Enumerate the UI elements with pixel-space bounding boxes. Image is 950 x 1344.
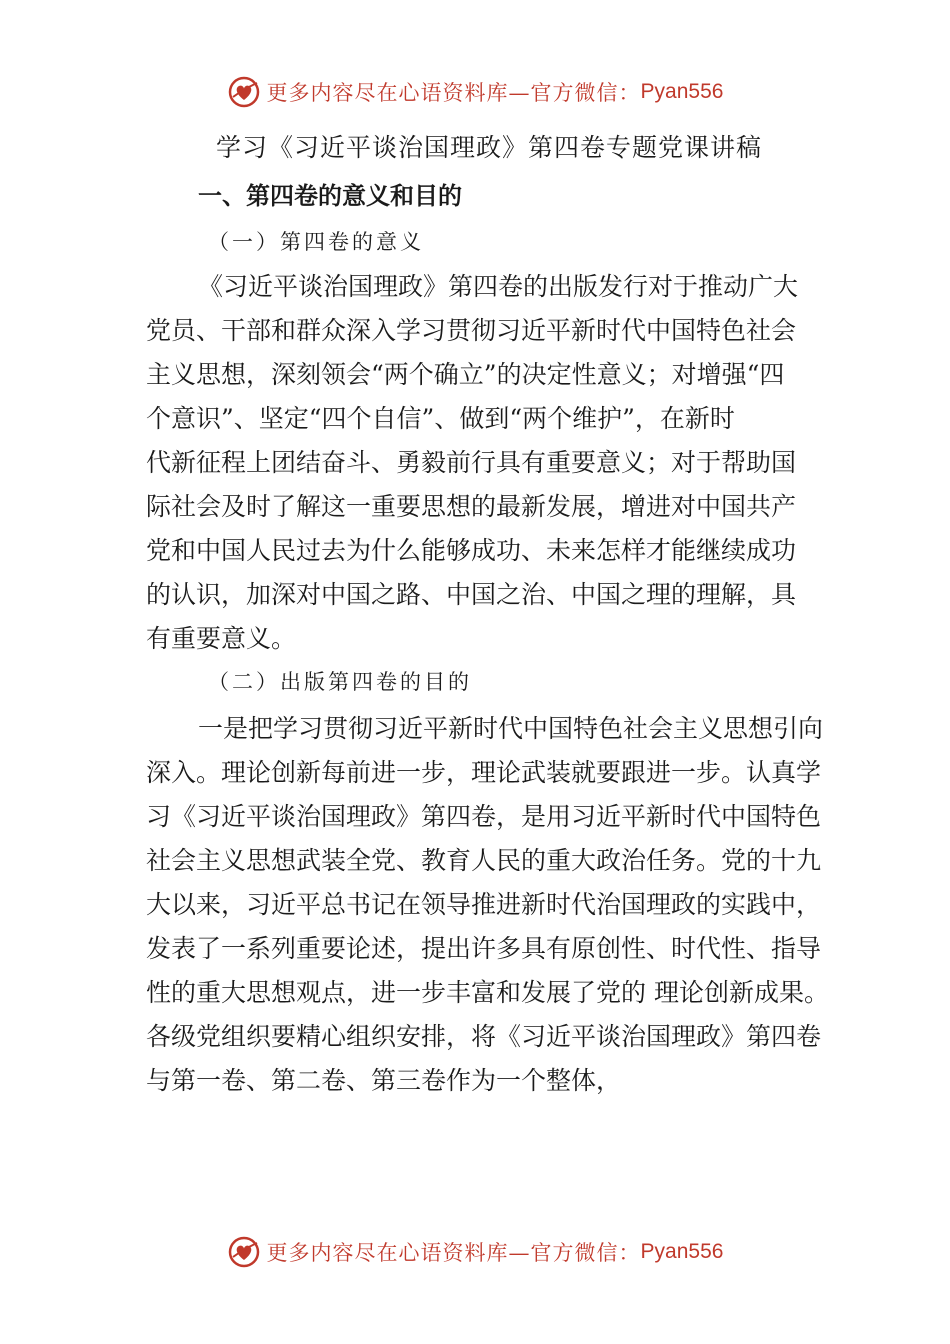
paragraph-line: 社会主义思想武装全党、教育人民的重大政治任务。党的十九: [146, 846, 822, 875]
paragraph-line: 党和中国人民过去为什么能够成功、未来怎样才能继续成功: [146, 536, 797, 565]
watermark-banner-top: [0, 72, 950, 112]
paragraph-line: 一是把学习贯彻习近平新时代中国特色社会主义思想引向: [198, 714, 824, 743]
subheading-1: （一）第四卷的意义: [208, 230, 424, 254]
section-heading-1: 一、第四卷的意义和目的: [198, 182, 462, 210]
paragraph-line: 个意识”、坚定“四个自信”、做到“两个维护”，在新时: [146, 404, 735, 433]
paragraph-line: 代新征程上团结奋斗、勇毅前行具有重要意义；对于帮助国: [146, 448, 797, 477]
paragraph-line: 党员、干部和群众深入学习贯彻习近平新时代中国特色社会: [146, 316, 797, 345]
paragraph-line: 性的重大思想观点，进一步丰富和发展了党的 理论创新成果。: [146, 978, 829, 1007]
watermark-wechat-id: Pyan556: [640, 80, 724, 103]
watermark-text: 更多内容尽在心语资料库—官方微信：: [266, 81, 641, 105]
paragraph-line: 与第一卷、第二卷、第三卷作为一个整体，: [146, 1066, 622, 1095]
paragraph-line: 发表了一系列重要论述，提出许多具有原创性、时代性、指导: [146, 934, 822, 963]
paragraph-line: 大以来，习近平总书记在领导推进新时代治国理政的实践中，: [146, 890, 822, 919]
heart-logo-icon: [227, 75, 261, 109]
watermark-banner-bottom: [0, 1232, 950, 1272]
paragraph-1: [146, 265, 836, 661]
document-title: 学习《习近平谈治国理政》第四卷专题党课讲稿: [215, 133, 762, 162]
paragraph-line: 习《习近平谈治国理政》第四卷，是用习近平新时代中国特色: [146, 802, 822, 831]
subheading-2: （二）出版第四卷的目的: [208, 670, 472, 694]
watermark-wechat-id: Pyan556: [640, 1240, 724, 1263]
paragraph-line: 有重要意义。: [146, 624, 297, 653]
watermark-text: 更多内容尽在心语资料库—官方微信：: [266, 1241, 641, 1265]
paragraph-line: 《习近平谈治国理政》第四卷的出版发行对于推动广大: [198, 272, 799, 301]
paragraph-line: 主义思想，深刻领会“两个确立”的决定性意义；对增强“四: [146, 360, 785, 389]
paragraph-line: 深入。理论创新每前进一步，理论武装就要跟进一步。认真学: [146, 758, 822, 787]
paragraph-line: 际社会及时了解这一重要思想的最新发展，增进对中国共产: [146, 492, 797, 521]
heart-logo-icon: [227, 1235, 261, 1269]
paragraph-2: [146, 707, 836, 1103]
paragraph-line: 各级党组织要精心组织安排，将《习近平谈治国理政》第四卷: [146, 1022, 822, 1051]
paragraph-line: 的认识，加深对中国之路、中国之治、中国之理的理解，具: [146, 580, 797, 609]
